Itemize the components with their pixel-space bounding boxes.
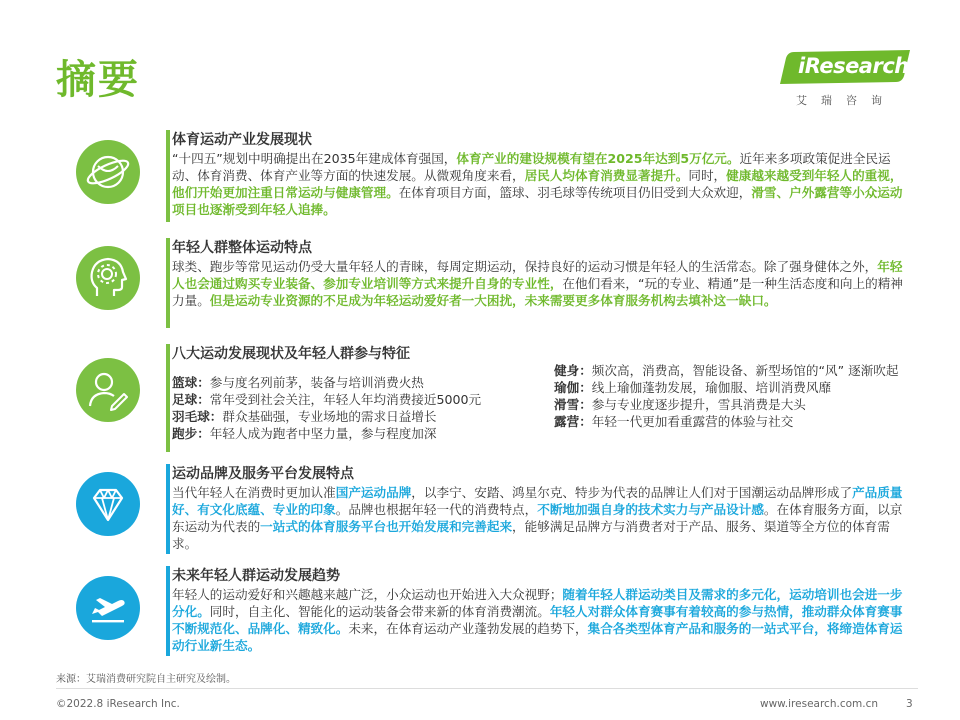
sport-item <box>554 396 912 413</box>
body-text: 年轻人的运动爱好和兴趣越来越广泛，小众运动也开始进入大众视野； <box>172 587 563 602</box>
sport-label: 健身： <box>554 363 592 378</box>
copyright: ©2022.8 iResearch Inc. <box>56 698 180 710</box>
page-title: 摘要 <box>56 57 140 103</box>
sports-left-column <box>172 368 530 442</box>
section-content <box>172 344 912 442</box>
sport-label: 滑雪： <box>554 397 592 412</box>
sports-right-column <box>554 362 912 442</box>
section-title: 运动品牌及服务平台发展特点 <box>172 466 354 482</box>
footer-divider <box>56 688 918 689</box>
section-title: 年轻人群整体运动特点 <box>172 240 312 256</box>
highlight-text: 年轻人也会通过购买专业装备、参加专业培训等方式来提升自身的专业性， <box>172 259 903 291</box>
highlight-text: 集合各类型体育产品和服务的一站式平台，将缔造体育运动行业新生态。 <box>172 621 903 653</box>
sport-item <box>172 391 530 408</box>
person-pen-icon <box>72 354 144 426</box>
sport-label: 羽毛球： <box>172 409 223 424</box>
sport-label: 露营： <box>554 414 592 429</box>
body-text: 。品牌也根据年轻一代的消费特点， <box>335 502 538 517</box>
section-industry-status <box>72 130 920 226</box>
sport-item <box>554 413 912 430</box>
section-title: 体育运动产业发展现状 <box>172 132 312 148</box>
source-note: 来源：艾瑞消费研究院自主研究及绘制。 <box>56 674 236 685</box>
section-content <box>172 566 912 654</box>
sport-description: 年轻人成为跑者中坚力量，参与程度加深 <box>209 426 437 441</box>
highlight-text: 健康越来越受到年轻人的重视，他们开始更加注重日常运动与健康管理。 <box>172 168 903 200</box>
body-text: 近年来多项政策促进全民运动、体育消费、体育产业等方面的快速发展。从微观角度来看， <box>172 151 891 183</box>
section-youth-traits <box>72 238 920 330</box>
sport-description: 参与专业度逐步提升，雪具消费是大头 <box>591 397 806 412</box>
sports-columns <box>172 363 912 442</box>
body-text: ，以李宁、安踏、鸿星尔克、特步为代表的品牌让人们对于国潮运动品牌形成了 <box>411 485 853 500</box>
body-text: “十四五”规划中明确提出在2035年建成体育强国， <box>172 151 457 166</box>
globe-icon <box>72 136 144 208</box>
section-accent-bar <box>166 566 170 656</box>
sport-label: 篮球： <box>172 375 210 390</box>
body-text: 同时，自主化、智能化的运动装备会带来新的体育消费潮流。 <box>209 604 550 619</box>
section-body <box>172 150 912 218</box>
sport-label: 足球： <box>172 392 210 407</box>
body-text: 未来，在体育运动产业蓬勃发展的趋势下， <box>348 621 588 636</box>
body-text: 球类、跑步等常见运动仍受大量年轻人的青睐，每周定期运动，保持良好的运动习惯是年轻人的生活常态。除了强身健体之外， <box>172 259 878 274</box>
sport-description: 年轻一代更加看重露营的体验与社交 <box>591 414 794 429</box>
logo-subtitle: 艾瑞咨询 <box>796 94 896 107</box>
sport-description: 参与度名列前茅，装备与培训消费火热 <box>209 375 424 390</box>
sport-description: 线上瑜伽蓬勃发展，瑜伽服、培训消费风靡 <box>591 380 832 395</box>
body-text: ，能够满足品牌方与消费者对于产品、服务、渠道等全方位的体育需求。 <box>172 519 890 551</box>
highlight-text: 但是运动专业资源的不足成为年轻运动爱好者一大困扰，未来需要更多体育服务机构去填补这一缺口。 <box>209 293 777 308</box>
sport-label: 瑜伽： <box>554 380 592 395</box>
sport-item <box>172 408 530 425</box>
highlight-text: 随着年轻人群运动类目及需求的多元化，运动培训也会进一步分化。 <box>172 587 903 619</box>
sport-item <box>172 374 530 391</box>
sport-item <box>172 425 530 442</box>
highlight-text: 不断地加强自身的技术实力与产品设计感 <box>537 502 764 517</box>
section-content <box>172 238 912 309</box>
body-text: 。在体育服务方面，以京东运动为代表的 <box>172 502 903 534</box>
highlight-text: 国产运动品牌 <box>335 485 412 500</box>
logo-text: iResearch <box>798 54 909 78</box>
section-brands-platforms <box>72 464 920 556</box>
section-body <box>172 586 912 654</box>
head-gear-icon <box>72 242 144 314</box>
diamond-icon <box>72 468 144 540</box>
section-title: 未来年轻人群运动发展趋势 <box>172 568 340 584</box>
section-body <box>172 258 912 309</box>
iresearch-logo <box>776 48 916 110</box>
section-accent-bar <box>166 130 170 222</box>
highlight-text: 居民人均体育消费显著提升。 <box>524 168 689 183</box>
highlight-text: 体育产业的建设规模有望在2025年达到5万亿元。 <box>456 151 740 166</box>
body-text: 同时， <box>688 168 727 183</box>
sport-item <box>554 362 912 379</box>
airplane-icon <box>72 572 144 644</box>
section-content <box>172 464 912 552</box>
sport-label: 跑步： <box>172 426 210 441</box>
page-number: 3 <box>906 698 913 710</box>
highlight-text: 产品质量好、有文化底蕴、专业的印象 <box>172 485 903 517</box>
body-text: 当代年轻人在消费时更加认准 <box>172 485 336 500</box>
sport-description: 常年受到社会关注，年轻人年均消费接近5000元 <box>209 392 482 407</box>
sport-description: 群众基础强，专业场地的需求日益增长 <box>222 409 437 424</box>
section-body <box>172 484 912 552</box>
section-accent-bar <box>166 238 170 328</box>
section-title: 八大运动发展现状及年轻人群参与特征 <box>172 346 410 362</box>
section-accent-bar <box>166 344 170 452</box>
section-content <box>172 130 912 218</box>
body-text: 在体育项目方面，篮球、羽毛球等传统项目仍旧受到大众欢迎， <box>398 185 752 200</box>
highlight-text: 滑雪、户外露营等小众运动项目也逐渐受到年轻人追捧。 <box>172 185 903 217</box>
body-text: 在他们看来，“玩的专业、精通”是一种生活态度和向上的精神力量。 <box>172 276 903 308</box>
section-accent-bar <box>166 464 170 554</box>
highlight-text: 一站式的体育服务平台也开始发展和完善起来 <box>260 519 513 534</box>
section-eight-sports <box>72 344 920 454</box>
sport-item <box>554 379 912 396</box>
sport-description: 频次高，消费高，智能设备、新型场馆的“风” 逐渐吹起 <box>591 363 899 378</box>
highlight-text: 年轻人对群众体育赛事有着较高的参与热情，推动群众体育赛事不断规范化、品牌化、精致化。 <box>172 604 903 636</box>
section-future-trends <box>72 566 920 658</box>
website-url: www.iresearch.com.cn <box>760 698 879 710</box>
